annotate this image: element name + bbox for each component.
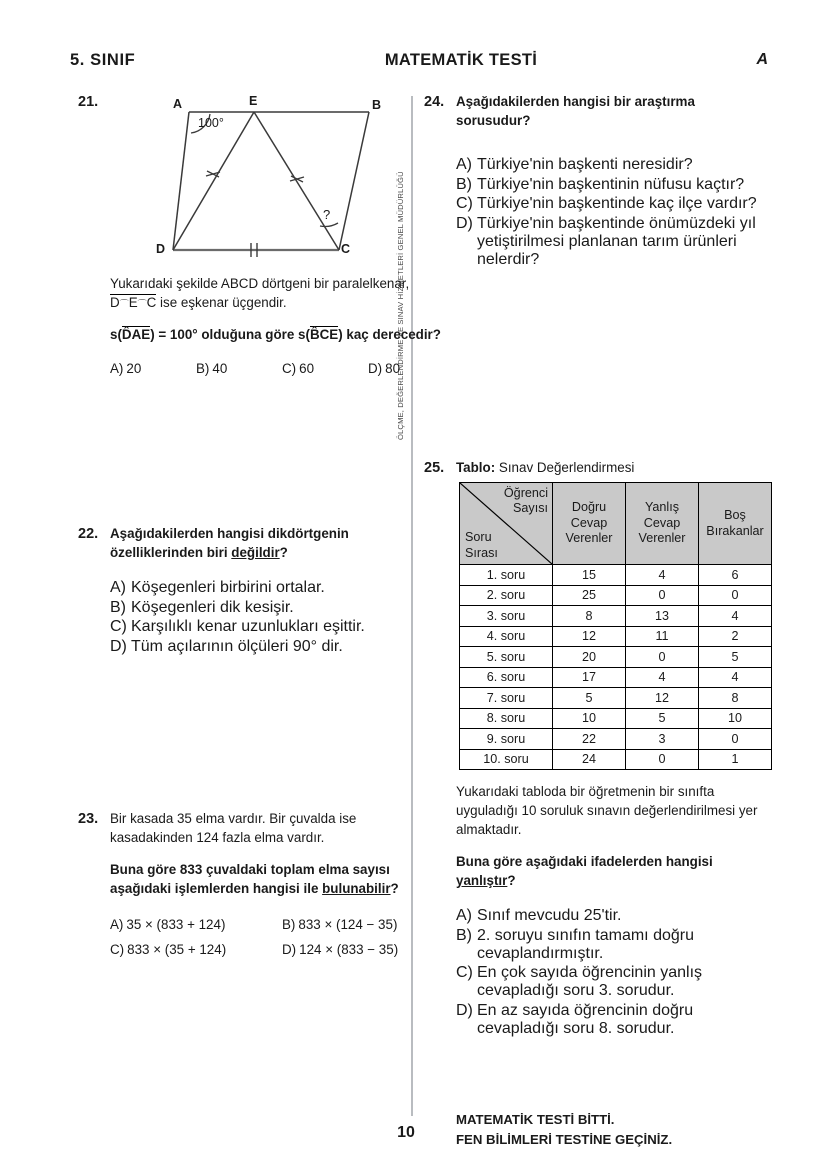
figure-unknown-angle-label: ? (323, 207, 331, 222)
cell-correct: 12 (553, 626, 626, 647)
table-col-blank: Boş Bırakanlar (699, 483, 772, 565)
cell-correct: 22 (553, 729, 626, 750)
figure-angle-label: 100° (198, 116, 224, 130)
table-row (460, 708, 772, 729)
table-caption-text: Sınav Değerlendirmesi (498, 460, 635, 476)
question-23-stem-1: Bir kasada 35 elma vardır. Bir çuvalda ise kasadakinden 124 fazla elma vardır. (110, 811, 357, 846)
question-24 (424, 92, 772, 270)
option-b[interactable]: B) 40 (196, 361, 228, 377)
question-22 (78, 524, 408, 657)
question-23 (78, 809, 408, 964)
cell-wrong: 13 (626, 606, 699, 627)
cell-blank: 4 (699, 667, 772, 688)
question-22-options (110, 579, 408, 656)
row-label: 5. soru (460, 647, 553, 668)
table-row (460, 729, 772, 750)
cell-wrong: 5 (626, 708, 699, 729)
table-header (460, 483, 772, 565)
table-corner-cell (460, 483, 553, 565)
option-c[interactable]: C) Türkiye'nin başkentinde kaç ilçe vardır? (456, 195, 757, 213)
option-c[interactable]: C) En çok sayıda öğrencinin yanlış cevapladığı soru 3. sorudur. (456, 964, 703, 1000)
row-label: 10. soru (460, 749, 553, 770)
table-row (460, 667, 772, 688)
question-22-stem: Aşağıdakilerden hangisi dikdörtgenin özelliklerinden biri değildir? (110, 526, 349, 561)
figure-label-b: B (372, 98, 382, 112)
cell-correct: 17 (553, 667, 626, 688)
table-row (460, 626, 772, 647)
parallelogram-figure (94, 92, 394, 274)
question-21-options (110, 361, 454, 376)
option-b[interactable]: B) Türkiye'nin başkentinin nüfusu kaçtır? (456, 175, 745, 193)
option-c[interactable]: C) Karşılıklı kenar uzunlukları eşittir. (110, 618, 365, 636)
option-a[interactable]: A) 35 × (833 + 124) (110, 917, 226, 933)
question-25-options (456, 907, 772, 1038)
cell-correct: 8 (553, 606, 626, 627)
question-23-number: 23. (78, 811, 99, 828)
question-21-stem-2: s(D̂AE) = 100° olduğuna göre s(B̂CE) kaç derecedir? (110, 327, 441, 343)
option-d[interactable]: D) 80 (368, 361, 401, 377)
cell-correct: 24 (553, 749, 626, 770)
question-23-stem-2: Buna göre 833 çuvaldaki toplam elma sayısı aşağıdaki işlemlerden hangisi ile bulunabilir? (110, 862, 399, 897)
figure-label-d: D (156, 242, 166, 256)
question-21-number: 21. (78, 94, 99, 110)
cell-wrong: 0 (626, 647, 699, 668)
table-row (460, 585, 772, 606)
cell-correct: 5 (553, 688, 626, 709)
question-23-stem-emphasis: bulunabilir (322, 881, 391, 897)
test-title: MATEMATİK TESTİ (384, 50, 538, 69)
table-caption-label: Tablo: (456, 460, 496, 476)
option-c[interactable]: C) 833 × (35 + 124) (110, 941, 227, 957)
question-25 (424, 458, 772, 1149)
question-25-stem-1: Yukarıdaki tabloda bir öğretmenin bir sınıfta uyguladığı 10 soruluk sınavın değerlendirilmesi yer almaktadır. (456, 784, 758, 838)
option-a[interactable]: A) Köşegenleri birbirini ortalar. (110, 579, 325, 597)
test-end-line-1: MATEMATİK TESTİ BİTTİ. (456, 1111, 615, 1127)
cell-wrong: 11 (626, 626, 699, 647)
cell-blank: 0 (699, 729, 772, 750)
option-d[interactable]: D) Türkiye'nin başkentinde önümüzdeki yıl yetiştirilmesi planlanan tarım ürünleri nelerdir? (456, 214, 756, 268)
cell-correct: 15 (553, 565, 626, 586)
question-24-options (456, 156, 772, 269)
figure-label-e: E (249, 94, 258, 108)
figure-label-c: C (341, 242, 351, 256)
option-a[interactable]: A) Türkiye'nin başkenti neresidir? (456, 156, 693, 174)
option-a[interactable]: A) Sınıf mevcudu 25'tir. (456, 907, 622, 925)
sidebar-watermark-text: ÖLÇME, DEĞERLENDİRME VE SINAV HİZMETLERİ GENEL MÜDÜRLÜĞÜ (396, 171, 405, 440)
question-22-stem-emphasis: değildir (231, 545, 280, 561)
option-a[interactable]: A) 20 (110, 361, 142, 377)
table-corner-bottom-label: Soru Sırası (465, 530, 498, 560)
cell-blank: 1 (699, 749, 772, 770)
table-corner-top-label: Öğrenci Sayısı (503, 486, 548, 516)
evaluation-table (459, 482, 772, 770)
row-label: 3. soru (460, 606, 553, 627)
question-21-stem-1: Yukarıdaki şekilde ABCD dörtgeni bir paralelkenar, D⌒E⌒C ise eşkenar üçgendir. (110, 276, 410, 311)
question-22-stem-text: Aşağıdakilerden hangisi dikdörtgenin özelliklerinden biri (110, 526, 349, 561)
cell-wrong: 4 (626, 667, 699, 688)
table-row (460, 749, 772, 770)
table-row (460, 565, 772, 586)
cell-blank: 2 (699, 626, 772, 647)
row-label: 7. soru (460, 688, 553, 709)
option-d[interactable]: D) En az sayıda öğrencinin doğru cevapladığı soru 8. sorudur. (456, 1001, 694, 1037)
table-body (460, 565, 772, 770)
question-23-options (110, 915, 408, 960)
cell-wrong: 0 (626, 749, 699, 770)
row-label: 1. soru (460, 565, 553, 586)
cell-wrong: 0 (626, 585, 699, 606)
grade-label: 5. SINIF (70, 50, 136, 69)
table-row (460, 606, 772, 627)
table-caption (456, 458, 772, 477)
option-d[interactable]: D) Tüm açılarının ölçüleri 90° dir. (110, 637, 343, 655)
page-header (70, 46, 768, 74)
option-b[interactable]: B) Köşegenleri dik kesişir. (110, 598, 294, 616)
question-24-number: 24. (424, 94, 445, 110)
test-end-line-2: FEN BİLİMLERİ TESTİNE GEÇİNİZ. (456, 1131, 673, 1147)
cell-blank: 0 (699, 585, 772, 606)
question-25-number: 25. (424, 460, 445, 477)
option-b[interactable]: B) 833 × (124 − 35) (282, 917, 398, 933)
cell-wrong: 4 (626, 565, 699, 586)
figure-label-a: A (173, 97, 183, 111)
row-label: 8. soru (460, 708, 553, 729)
cell-blank: 6 (699, 565, 772, 586)
right-column (424, 92, 772, 1149)
row-label: 2. soru (460, 585, 553, 606)
row-label: 9. soru (460, 729, 553, 750)
question-24-stem: Aşağıdakilerden hangisi bir araştırma sorusudur? (456, 94, 695, 129)
cell-blank: 5 (699, 647, 772, 668)
cell-correct: 25 (553, 585, 626, 606)
cell-wrong: 3 (626, 729, 699, 750)
cell-blank: 8 (699, 688, 772, 709)
cell-wrong: 12 (626, 688, 699, 709)
option-d[interactable]: D) 124 × (833 − 35) (282, 941, 399, 957)
question-25-stem-2: Buna göre aşağıdaki ifadelerden hangisi yanlıştır? (456, 854, 713, 889)
cell-blank: 10 (699, 708, 772, 729)
option-c[interactable]: C) 60 (282, 361, 315, 377)
table-row (460, 647, 772, 668)
table-row (460, 688, 772, 709)
question-22-number: 22. (78, 526, 99, 543)
booklet-letter: A (756, 51, 768, 68)
row-label: 4. soru (460, 626, 553, 647)
cell-correct: 10 (553, 708, 626, 729)
row-label: 6. soru (460, 667, 553, 688)
cell-correct: 20 (553, 647, 626, 668)
option-b[interactable]: B) 2. soruyu sınıfın tamamı doğru cevaplandırmıştır. (456, 926, 694, 962)
table-col-wrong: Yanlış Cevap Verenler (626, 483, 699, 565)
table-col-correct: Doğru Cevap Verenler (553, 483, 626, 565)
cell-blank: 4 (699, 606, 772, 627)
question-25-stem-emphasis: yanlıştır (456, 873, 508, 889)
page-number: 10 (397, 1124, 415, 1141)
